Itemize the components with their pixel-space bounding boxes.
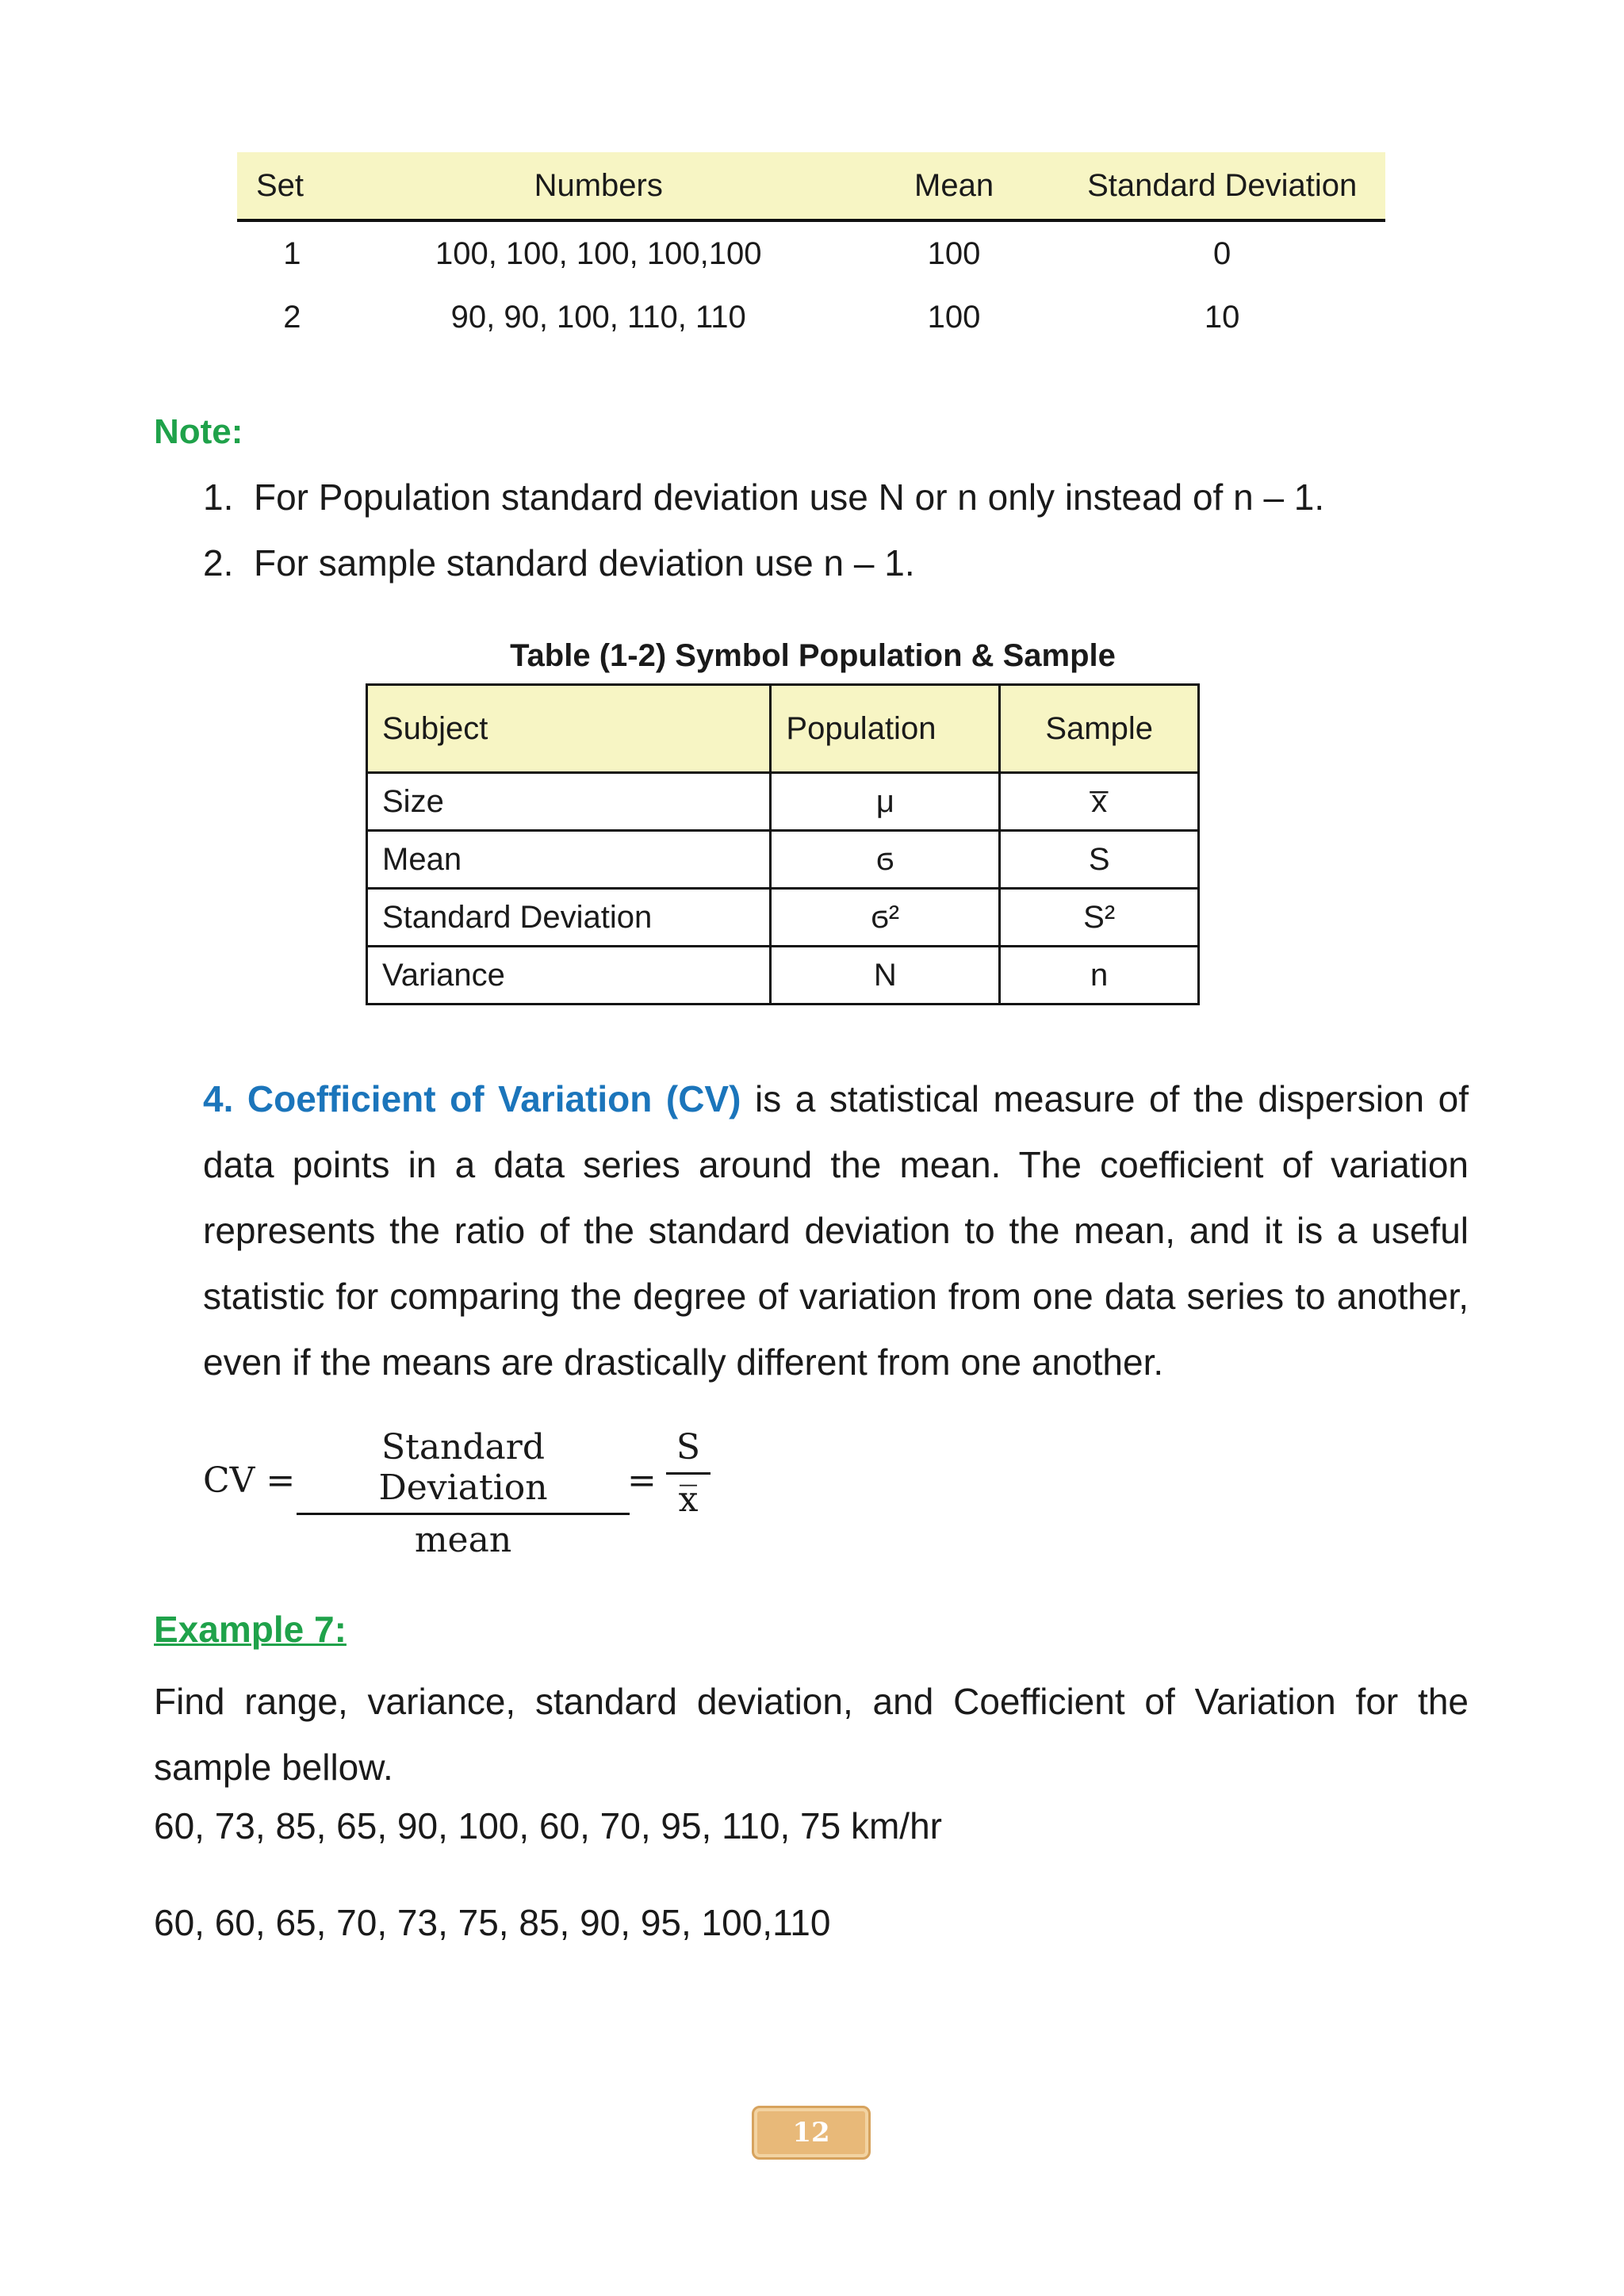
cell-sample: x̅ bbox=[1000, 773, 1199, 831]
cell-population: ϭ bbox=[771, 831, 1000, 889]
note-title: Note: bbox=[154, 412, 243, 451]
cv-paragraph bbox=[203, 1066, 1469, 1395]
cv-text: is a statistical measure of the dispersion of data points in a data series around the mean. The coefficient of variation represents the ratio of the standard deviation to the mean, and it is a useful statistic for comparing the degree of variation from one data series to another, even if the means are drastically different from one another. bbox=[203, 1078, 1469, 1383]
note-item bbox=[203, 541, 915, 584]
cell-population: μ bbox=[771, 773, 1000, 831]
table-row bbox=[367, 773, 1199, 831]
formula-lhs: CV = bbox=[203, 1460, 296, 1501]
table-row bbox=[237, 220, 1385, 285]
cell-sd: 0 bbox=[1213, 235, 1231, 271]
note-text: For sample standard deviation use n – 1. bbox=[254, 542, 915, 584]
cell-subject: Variance bbox=[367, 947, 771, 1004]
cell-mean: 100 bbox=[927, 299, 981, 335]
header-subject: Subject bbox=[367, 685, 771, 773]
example-text: Find range, variance, standard deviation, and Coefficient of Variation for the sample bellow. bbox=[154, 1681, 1469, 1788]
fraction-denominator: mean bbox=[414, 1520, 512, 1560]
table-row bbox=[367, 947, 1199, 1004]
formula-equals: = bbox=[627, 1460, 657, 1501]
cell-sample: S² bbox=[1000, 889, 1199, 947]
cell-mean: 100 bbox=[927, 235, 981, 271]
header-set: Set bbox=[237, 152, 348, 220]
example-title: Example 7: bbox=[154, 1609, 347, 1650]
note-item bbox=[203, 476, 1324, 519]
cell-sample: n bbox=[1000, 947, 1199, 1004]
example-data: 60, 73, 85, 65, 90, 100, 60, 70, 95, 110, 75 km/hr bbox=[154, 1805, 942, 1846]
cell-subject: Standard Deviation bbox=[367, 889, 771, 947]
table-row bbox=[367, 889, 1199, 947]
cell-sd: 10 bbox=[1204, 299, 1240, 335]
page-number-badge: 12 bbox=[752, 2106, 871, 2160]
cell-numbers: 100, 100, 100, 100,100 bbox=[435, 235, 762, 271]
table-row bbox=[237, 285, 1385, 349]
cell-set: 2 bbox=[283, 299, 301, 335]
cell-set: 1 bbox=[283, 235, 301, 271]
note-text: For Population standard deviation use N or n only instead of n – 1. bbox=[254, 476, 1325, 518]
symbols-table-header bbox=[367, 685, 1199, 773]
example-sorted-data: 60, 60, 65, 70, 73, 75, 85, 90, 95, 100,110 bbox=[154, 1902, 831, 1943]
sets-table bbox=[237, 152, 1385, 349]
cell-numbers: 90, 90, 100, 110, 110 bbox=[450, 299, 746, 335]
cell-population: ϭ² bbox=[771, 889, 1000, 947]
table-caption: Table (1-2) Symbol Population & Sample bbox=[510, 638, 1116, 673]
fraction-bar bbox=[666, 1472, 710, 1475]
fraction-bar bbox=[297, 1513, 630, 1515]
header-standard-deviation: Standard Deviation bbox=[1059, 152, 1385, 220]
header-numbers: Numbers bbox=[348, 152, 849, 220]
note-number: 2. bbox=[203, 542, 234, 584]
sets-table-header bbox=[237, 152, 1385, 220]
note-number: 1. bbox=[203, 476, 234, 518]
header-population: Population bbox=[771, 685, 1000, 773]
fraction-sd-over-mean bbox=[297, 1427, 630, 1560]
cell-sample: S bbox=[1000, 831, 1199, 889]
header-mean: Mean bbox=[849, 152, 1059, 220]
fraction-s-over-xbar bbox=[666, 1427, 710, 1520]
cell-population: N bbox=[771, 947, 1000, 1004]
cell-subject: Mean bbox=[367, 831, 771, 889]
cv-formula bbox=[203, 1427, 758, 1560]
fraction-numerator: S bbox=[676, 1427, 701, 1468]
fraction-denominator: x̅ bbox=[678, 1479, 699, 1520]
cell-subject: Size bbox=[367, 773, 771, 831]
symbols-table bbox=[366, 683, 1200, 1005]
fraction-numerator: Standard Deviation bbox=[378, 1427, 548, 1508]
table-row bbox=[367, 831, 1199, 889]
header-sample: Sample bbox=[1000, 685, 1199, 773]
cv-heading: 4. Coefficient of Variation (CV) bbox=[203, 1078, 741, 1119]
